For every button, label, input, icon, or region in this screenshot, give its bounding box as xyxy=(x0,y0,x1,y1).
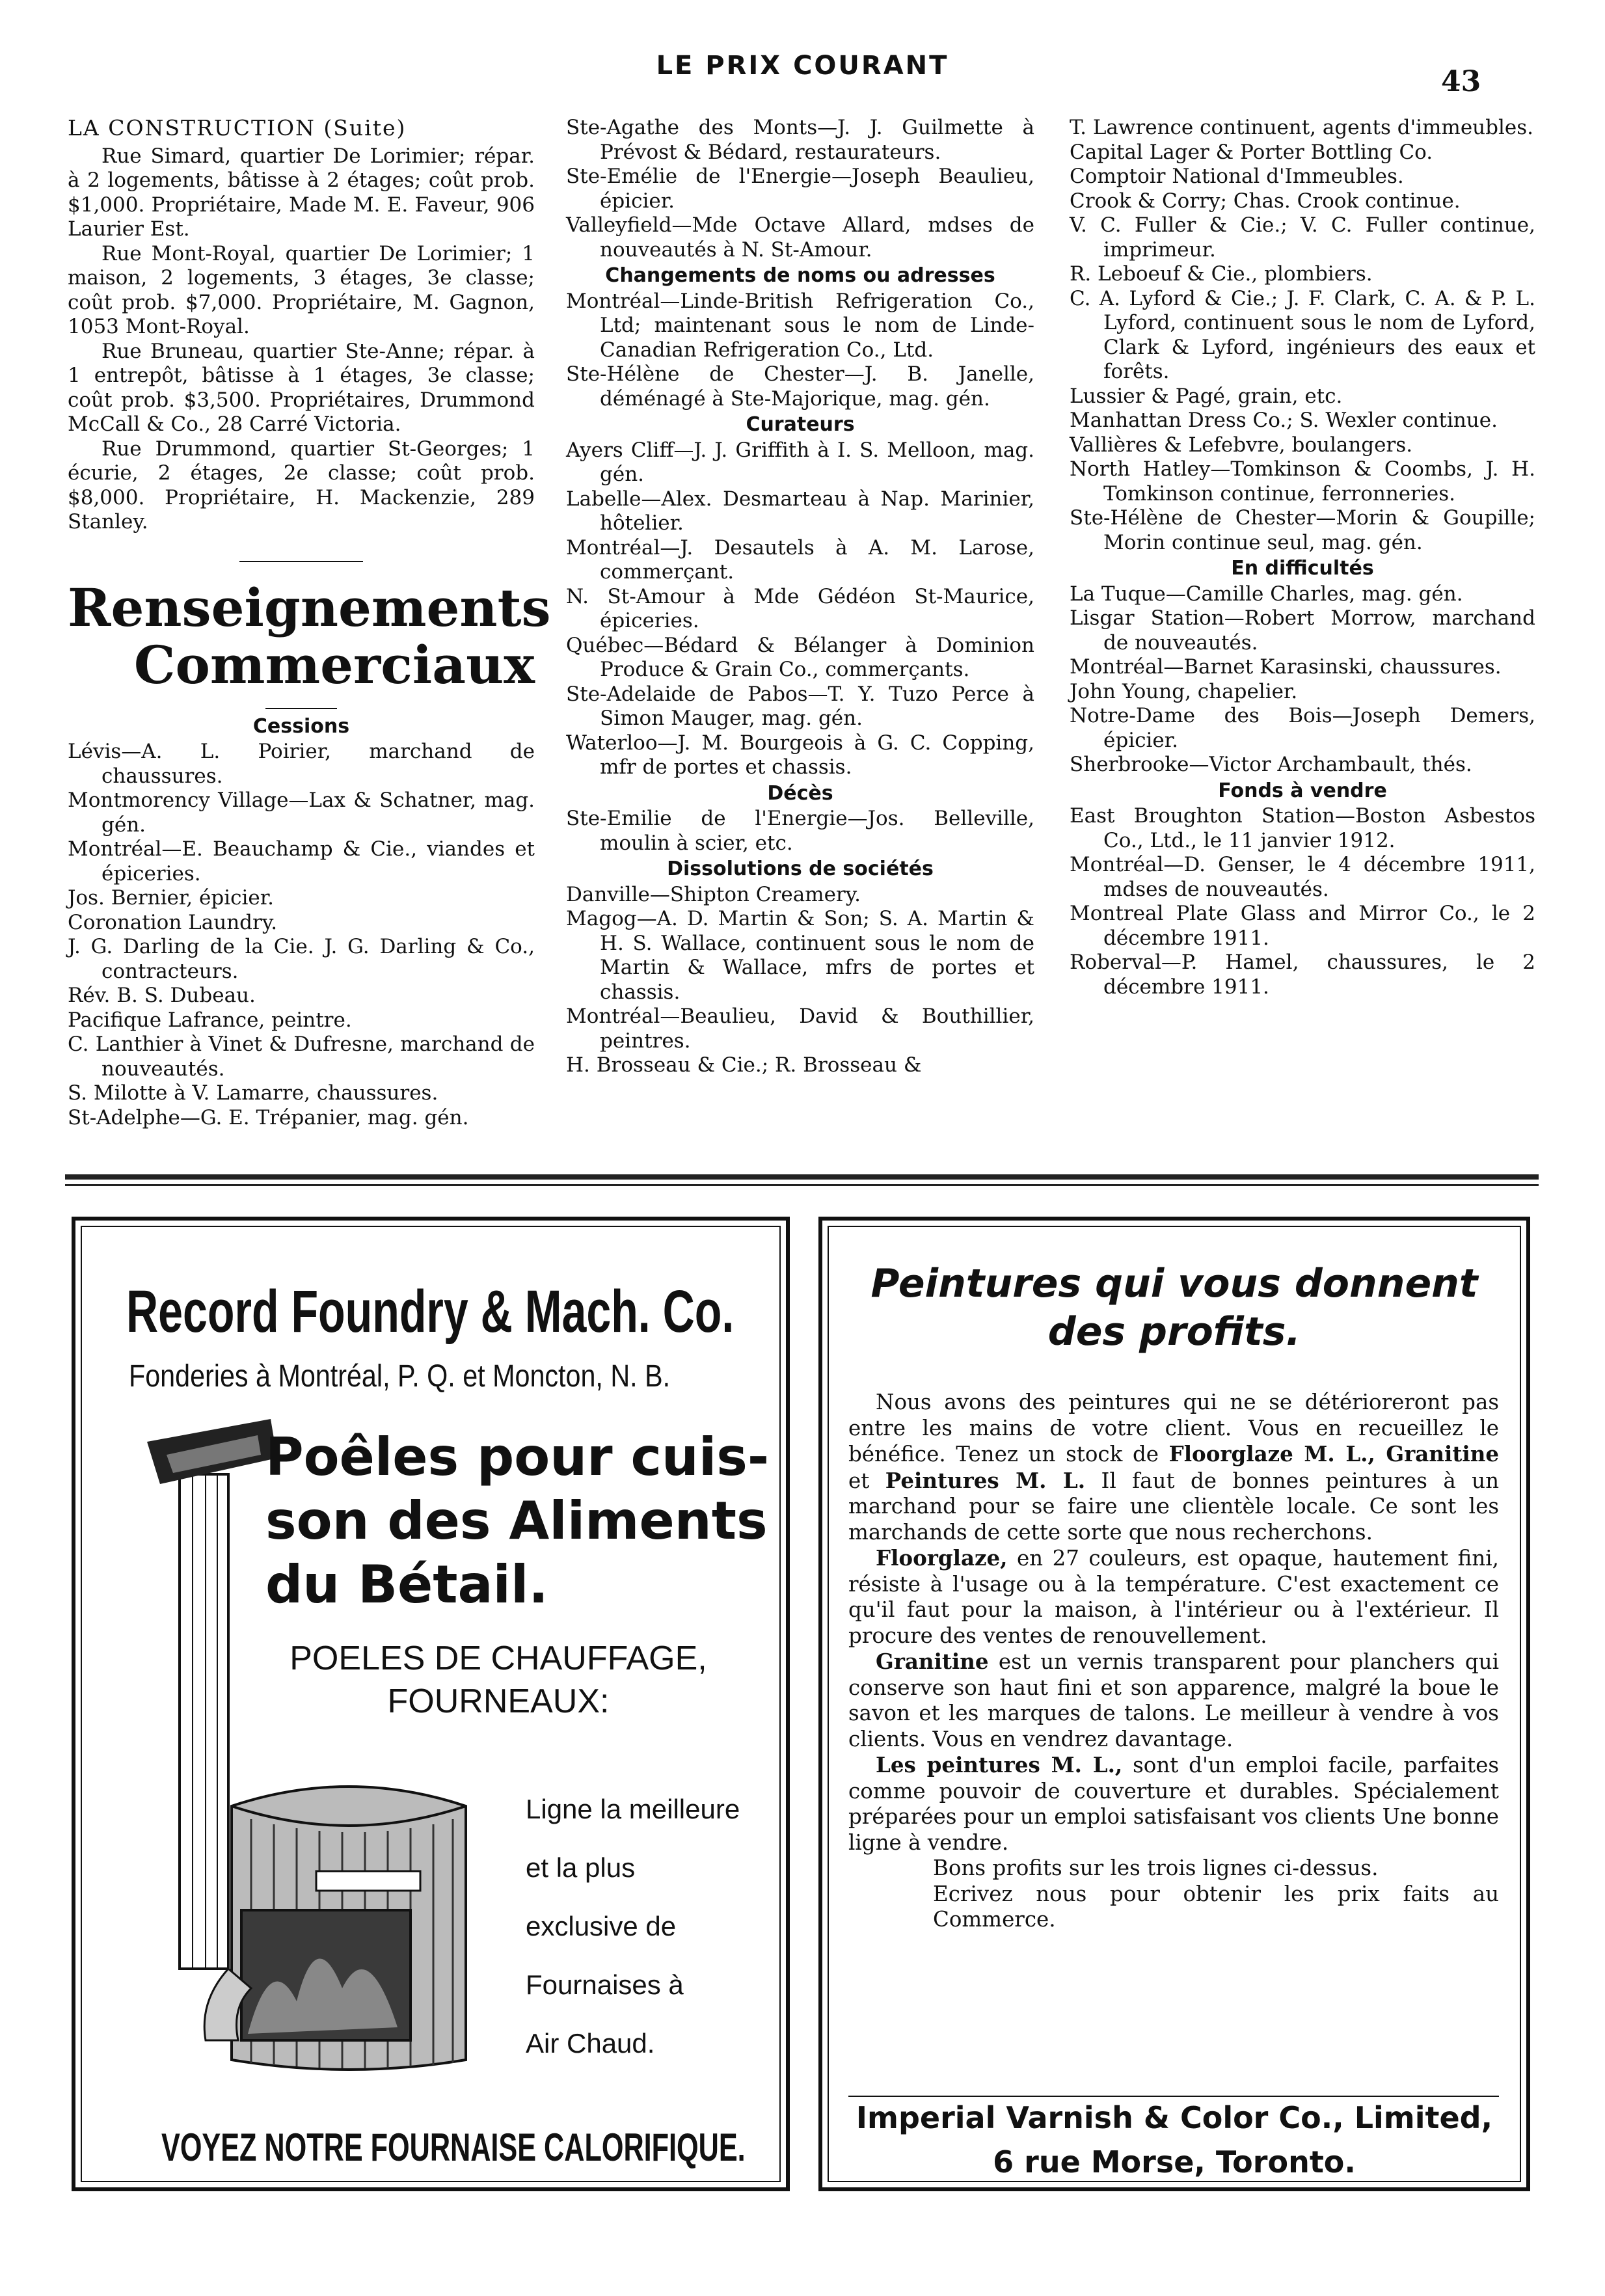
cession-entry: Lévis—A. L. Poirier, marchand de chaussures. xyxy=(68,740,535,788)
list-item: Lussier & Pagé, grain, etc. xyxy=(1070,384,1343,408)
fonds-entry: Montréal—D. Genser, le 4 décembre 1911, mdses de nouveautés. xyxy=(1070,853,1535,901)
difficulte-entry: Sherbrooke—Victor Archambault, thés. xyxy=(1070,753,1472,776)
dissolutions-list xyxy=(566,883,1034,1078)
list-item: T. Lawrence continuent, agents d'immeubles. xyxy=(1070,116,1533,139)
cessions-list xyxy=(68,740,535,1130)
section-rule-bottom xyxy=(65,1184,1539,1186)
fonds-entry: Roberval—P. Hamel, chaussures, le 2 décembre 1911. xyxy=(1070,951,1535,999)
difficulte-entry: Montréal—Barnet Karasinski, chaussures. xyxy=(1070,655,1502,679)
curateurs-heading: Curateurs xyxy=(746,413,855,436)
ad-right-divider xyxy=(848,2096,1499,2097)
changement-entry: Ste-Hélène de Chester—J. B. Janelle, déménagé à Ste-Majorique, mag. gén. xyxy=(566,362,1034,411)
ad-side-lines xyxy=(526,1780,740,2073)
body-2: en 27 couleurs, est opaque, hautement fini, résiste à l'usage ou à la température. C'est exactement ce qu'il faut pour la maison, à l'intérieur ou à l'extérieur. Il procure des ventes de renouvellement. xyxy=(848,1546,1499,1648)
ad-headline-line-2: son des Aliments xyxy=(265,1491,768,1551)
divider xyxy=(239,561,363,562)
construction-list xyxy=(68,144,535,535)
ad-right-company: Imperial Varnish & Color Co., Limited, xyxy=(856,2100,1493,2135)
dissolution-entry: H. Brosseau & Cie.; R. Brosseau & xyxy=(566,1053,922,1077)
column-2 xyxy=(566,116,1034,1078)
difficultes-list xyxy=(1070,582,1535,777)
ad-record-foundry xyxy=(72,1217,790,2191)
page-number: 43 xyxy=(1441,65,1481,98)
body-6: Ecrivez nous pour obtenir les prix faits au Commerce. xyxy=(933,1881,1499,1932)
column-3 xyxy=(1070,116,1535,999)
cession-entry: St-Adelphe—G. E. Trépanier, mag. gén. xyxy=(68,1105,469,1129)
fonds-list xyxy=(1070,804,1535,999)
continued-heading: LA CONSTRUCTION (Suite) xyxy=(68,115,407,141)
body-3-bold: Granitine xyxy=(876,1649,989,1674)
list-item: Ste-Agathe des Monts—J. J. Guilmette à Prévost & Bédard, restaurateurs. xyxy=(566,116,1034,164)
list-item: Capital Lager & Porter Bottling Co. xyxy=(1070,140,1433,164)
ad-sub-line-2: FOURNEAUX: xyxy=(387,1682,610,1720)
construction-entry: Rue Simard, quartier De Lorimier; répar. à 2 logements, bâtisse à 2 étages; coût prob. $1,000. Propriétaire, Made M. E. Faveur, 906 Laurier Est. xyxy=(68,144,535,241)
dissolution-entry: Danville—Shipton Creamery. xyxy=(566,882,861,906)
list-item: C. A. Lyford & Cie.; J. F. Clark, C. A. & P. L. Lyford, continuent sous le nom de Lyford, Clark & Lyford, ingénieurs des eaux et forêts. xyxy=(1070,286,1535,383)
body-1-bold-2: Peintures M. L. xyxy=(885,1467,1086,1493)
body-1-bold: Floorglaze M. L., Granitine xyxy=(1168,1441,1500,1466)
list-item: Valleyfield—Mde Octave Allard, mdses de nouveautés à N. St-Amour. xyxy=(566,213,1034,262)
cession-entry: Montréal—E. Beauchamp & Cie., viandes et épiceries. xyxy=(68,837,535,885)
difficulte-entry: Lisgar Station—Robert Morrow, marchand de nouveautés. xyxy=(1070,606,1535,655)
curateur-entry: Ayers Cliff—J. J. Griffith à I. S. Melloon, mag. gén. xyxy=(566,438,1034,486)
list-item: V. C. Fuller & Cie.; V. C. Fuller continue, imprimeur. xyxy=(1070,213,1535,262)
ad-subheading xyxy=(271,1637,726,1723)
ad-headline-line-1: Poêles pour cuis- xyxy=(265,1427,770,1487)
list-item: Ste-Hélène de Chester—Morin & Goupille; Morin continue seul, mag. gén. xyxy=(1070,506,1535,554)
fonds-entry: Montreal Plate Glass and Mirror Co., le 2 décembre 1911. xyxy=(1070,902,1535,950)
ad-imperial-varnish xyxy=(818,1217,1530,2191)
curateur-entry: N. St-Amour à Mde Gédéon St-Maurice, épiceries. xyxy=(566,584,1034,632)
ad-side-line: et la plus xyxy=(526,1852,636,1883)
fonds-entry: East Broughton Station—Boston Asbestos Co., Ltd., le 11 janvier 1912. xyxy=(1070,804,1535,852)
difficulte-entry: John Young, chapelier. xyxy=(1070,679,1298,703)
body-1-e: Il faut de bonnes peintures à un marchand pour se faire une clientèle locale. Ce sont les marchands de cette sorte que nous recherchons. xyxy=(848,1468,1500,1545)
changement-entry: Montréal—Linde-British Refrigeration Co., Ltd; maintenant sous le nom de Linde-Canadian Refrigeration Co., Ltd. xyxy=(566,289,1034,362)
fonds-heading: Fonds à vendre xyxy=(1218,779,1387,802)
curateur-entry: Labelle—Alex. Desmarteau à Nap. Marinier, hôtelier. xyxy=(566,487,1034,535)
section-title-line-1: Renseignements xyxy=(68,576,551,638)
dissolutions-heading: Dissolutions de sociétés xyxy=(667,858,934,880)
cessions-heading: Cessions xyxy=(252,714,350,738)
column-2-top-list xyxy=(566,116,1034,262)
body-2-bold: Floorglaze, xyxy=(876,1545,1008,1571)
curateurs-list xyxy=(566,439,1034,780)
deces-entry: Ste-Emilie de l'Energie—Jos. Belleville, moulin à scier, etc. xyxy=(566,807,1034,855)
divider xyxy=(265,708,337,709)
curateur-entry: Waterloo—J. M. Bourgeois à G. C. Copping, mfr de portes et chassis. xyxy=(566,731,1034,779)
cession-entry: Jos. Bernier, épicier. xyxy=(68,886,274,910)
ad-headline xyxy=(265,1425,769,1617)
cession-entry: Montmorency Village—Lax & Schatner, mag. gén. xyxy=(68,789,535,837)
body-4-bold: Les peintures M. L., xyxy=(876,1752,1123,1777)
column-1 xyxy=(68,115,551,1130)
list-item: North Hatley—Tomkinson & Coombs, J. H. Tomkinson continue, ferronneries. xyxy=(1070,457,1535,506)
section-rule-top xyxy=(65,1174,1539,1180)
deces-heading: Décès xyxy=(767,781,833,805)
body-5: Bons profits sur les trois lignes ci-dessus. xyxy=(933,1856,1379,1880)
deces-list xyxy=(566,807,1034,856)
ad-sub-line-1: POELES DE CHAUFFAGE, xyxy=(290,1640,707,1677)
ad-right-address: 6 rue Morse, Toronto. xyxy=(993,2144,1356,2180)
cession-entry: Rév. B. S. Dubeau. xyxy=(68,984,256,1007)
cession-entry: Coronation Laundry. xyxy=(68,910,278,934)
ad-side-line: Air Chaud. xyxy=(526,2028,655,2059)
ad-right-body xyxy=(848,1390,1499,1933)
ad-right-title-line-1: Peintures qui vous donnent xyxy=(870,1261,1478,1306)
column-3-top-list xyxy=(1070,116,1535,555)
changements-list xyxy=(566,290,1034,412)
ad-footer: VOYEZ NOTRE FOURNAISE CALORIFIQUE. xyxy=(161,2126,746,2169)
ad-headline-line-3: du Bétail. xyxy=(265,1554,548,1615)
curateur-entry: Montréal—J. Desautels à A. M. Larose, commerçant. xyxy=(566,535,1034,584)
body-4: sont d'un emploi facile, parfaites comme pouvoir de couverture et durables. Spécialement préparées pour un emploi satisfaisant vos clients Une bonne ligne à vendre. xyxy=(848,1753,1499,1855)
construction-entry: Rue Mont-Royal, quartier De Lorimier; 1 maison, 2 logements, 3 étages, 3e classe; coût prob. $7,000. Propriétaire, M. Gagnon, 1053 Mont-Royal. xyxy=(68,241,535,338)
ad-right-title-line-2: des profits. xyxy=(1047,1309,1301,1355)
difficulte-entry: Notre-Dame des Bois—Joseph Demers, épicier. xyxy=(1070,704,1535,752)
ad-side-line: Ligne la meilleure xyxy=(526,1794,740,1824)
body-1: Nous avons des peintures qui ne se détérioreront pas entre les mains de votre client. Vous en recueillez le bénéfice. Tenez un stock de xyxy=(848,1390,1499,1466)
section-title-line-2: Commerciaux xyxy=(133,634,535,696)
list-item: Manhattan Dress Co.; S. Wexler continue. xyxy=(1070,409,1498,432)
body-3: est un vernis transparent pour planchers qui conserve son haut fini et son apparence, malgré la boue le savon et les marques de talons. Le meilleur à vendre à vos clients. Vous en vendrez davantage. xyxy=(848,1649,1499,1751)
ad-locations: Fonderies à Montréal, P. Q. et Moncton, N. B. xyxy=(129,1359,671,1394)
list-item: Ste-Emélie de l'Energie—Joseph Beaulieu, épicier. xyxy=(566,165,1034,213)
dissolution-entry: Montréal—Beaulieu, David & Bouthillier, peintres. xyxy=(566,1005,1034,1053)
running-head: LE PRIX COURANT xyxy=(656,51,949,81)
difficulte-entry: La Tuque—Camille Charles, mag. gén. xyxy=(1070,582,1463,606)
changements-heading: Changements de noms ou adresses xyxy=(605,264,995,287)
list-item: R. Leboeuf & Cie., plombiers. xyxy=(1070,262,1373,286)
dissolution-entry: Magog—A. D. Martin & Son; S. A. Martin & H. S. Wallace, continuent sous le nom de Martin & Wallace, mfrs de portes et chassis. xyxy=(566,907,1034,1004)
list-item: Vallières & Lefebvre, boulangers. xyxy=(1070,433,1413,457)
cession-entry: C. Lanthier à Vinet & Dufresne, marchand de nouveautés. xyxy=(68,1033,535,1081)
ad-company-name: Record Foundry & Mach. Co. xyxy=(126,1278,735,1345)
difficultes-heading: En difficultés xyxy=(1231,557,1374,580)
cession-entry: Pacifique Lafrance, peintre. xyxy=(68,1008,352,1032)
stove-body xyxy=(204,1787,466,2070)
cession-entry: J. G. Darling de la Cie. J. G. Darling & Co., contracteurs. xyxy=(68,935,535,983)
body-1-c: et xyxy=(848,1468,885,1493)
ad-side-line: exclusive de xyxy=(526,1911,677,1941)
list-item: Comptoir National d'Immeubles. xyxy=(1070,165,1404,188)
construction-entry: Rue Drummond, quartier St-Georges; 1 écurie, 2 étages, 2e classe; coût prob. $8,000. Propriétaire, H. Mackenzie, 289 Stanley. xyxy=(68,437,535,533)
curateur-entry: Ste-Adelaide de Pabos—T. Y. Tuzo Perce à Simon Mauger, mag. gén. xyxy=(566,682,1034,730)
construction-entry: Rue Bruneau, quartier Ste-Anne; répar. à 1 entrepôt, bâtisse à 1 étages, 3e classe; coût prob. $3,500. Propriétaires, Drummond McCall & Co., 28 Carré Victoria. xyxy=(68,339,535,436)
cession-entry: S. Milotte à V. Lamarre, chaussures. xyxy=(68,1081,438,1105)
curateur-entry: Québec—Bédard & Bélanger à Dominion Produce & Grain Co., commerçants. xyxy=(566,633,1034,681)
ad-side-line: Fournaises à xyxy=(526,1969,684,2000)
list-item: Crook & Corry; Chas. Crook continue. xyxy=(1070,189,1461,213)
ad-right-title xyxy=(835,1260,1513,1356)
